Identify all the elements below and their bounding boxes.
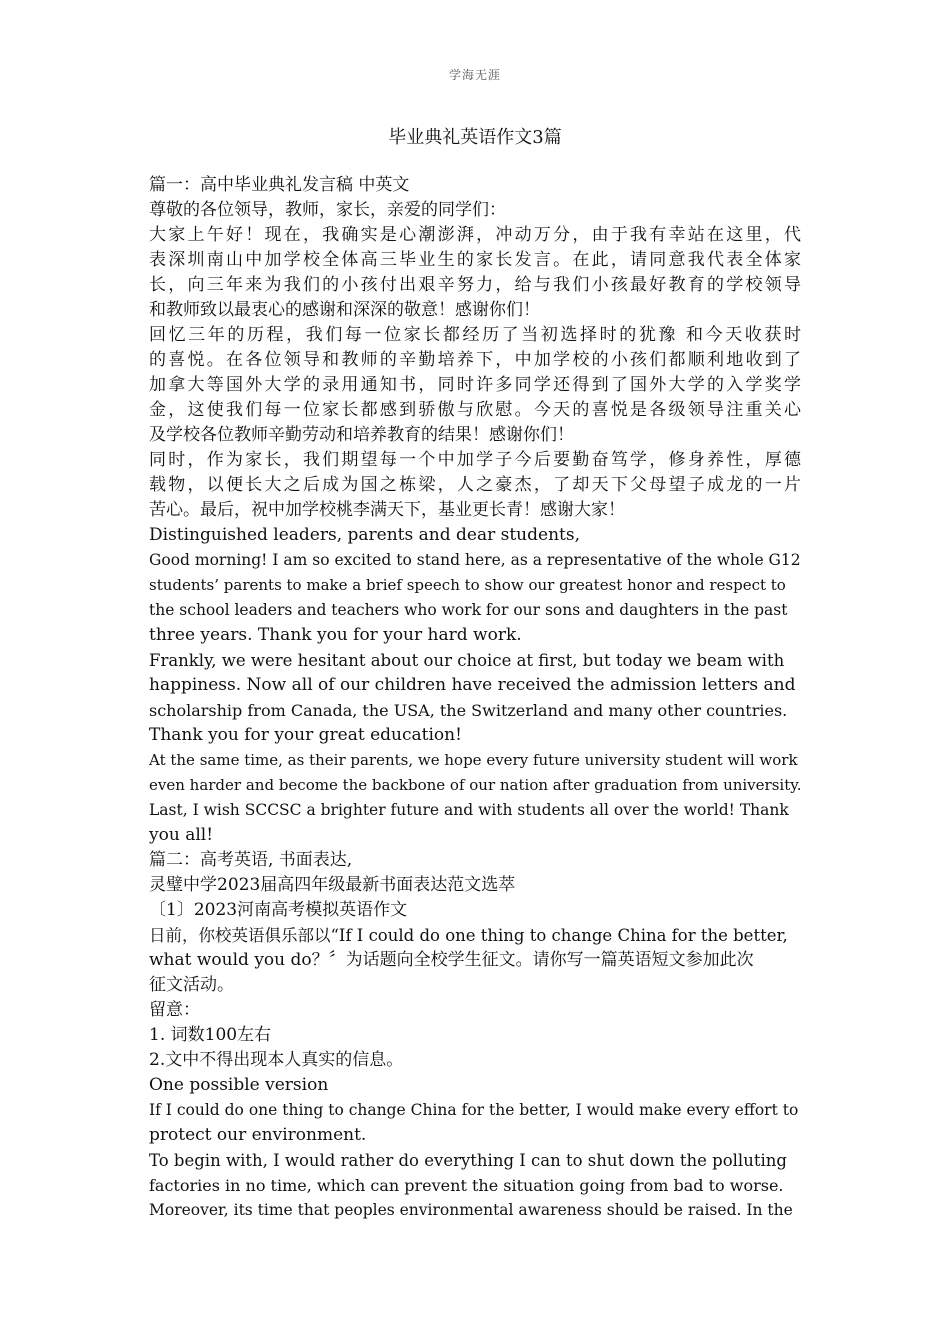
body-line: 尊敬的各位领导，教师，家长，亲爱的同学们：	[149, 200, 506, 220]
body-line: 苦心。最后，祝中加学校桃李满天下，基业更长青！感谢大家！	[149, 500, 625, 520]
body-line: you all!	[149, 825, 214, 845]
body-line: happiness. Now all of our children have received the admission letters and	[149, 675, 796, 695]
body-line: Distinguished leaders, parents and dear students,	[149, 525, 580, 545]
body-line: students’ parents to make a brief speech to show our greatest honor and respect to	[149, 576, 786, 594]
body-line: 灵璧中学2023届高四年级最新书面表达范文选萃	[149, 875, 516, 895]
body-line: Last, I wish SCCSC a brighter future and with students all over the world! Thank	[149, 801, 789, 819]
body-line: 征文活动。	[149, 975, 234, 995]
body-line: 同时，作为家长，我们期望每一个中加学子今后要勤奋笃学，修身养性，厚德	[149, 450, 801, 470]
body-line: 长，向三年来为我们的小孩付出艰辛努力，给与我们小孩最好教育的学校领导	[149, 275, 801, 295]
body-line: 回忆三年的历程，我们每一位家长都经历了当初选择时的犹豫 和今天收获时	[149, 325, 801, 345]
body-line: 金，这使我们每一位家长都感到骄傲与欣慰。今天的喜悦是各级领导注重关心	[149, 400, 801, 420]
body-line: 日前，你校英语俱乐部以“If I could do one thing to change China for the better,	[149, 926, 788, 945]
body-line: 大家上午好！现在，我确实是心潮澎湃，冲动万分，由于我有幸站在这里，代	[149, 225, 801, 245]
body-line: 和教师致以最衷心的感谢和深深的敬意！感谢你们！	[149, 300, 540, 320]
body-line: 加拿大等国外大学的录用通知书，同时许多同学还得到了国外大学的入学奖学	[149, 375, 801, 395]
body-line: Good morning! I am so excited to stand here, as a representative of the whole G12	[149, 551, 801, 569]
body-line: One possible version	[149, 1075, 329, 1095]
body-line: factories in no time, which can prevent the situation going from bad to worse.	[149, 1176, 784, 1195]
body-line: protect our environment.	[149, 1125, 367, 1145]
body-line: even harder and become the backbone of our nation after graduation from university.	[149, 776, 801, 794]
body-line: 的喜悦。在各位领导和教师的辛勤培养下，中加学校的小孩们都顺利地收到了	[149, 350, 801, 370]
body-line: 篇二：高考英语, 书面表达,	[149, 850, 353, 870]
body-line: 表深圳南山中加学校全体高三毕业生的家长发言。在此，请同意我代表全体家	[149, 250, 801, 270]
body-line: Frankly, we were hesitant about our choice at first, but today we beam with	[149, 651, 785, 670]
body-line: 2.文中不得出现本人真实的信息。	[149, 1050, 404, 1070]
body-line: 留意：	[149, 1000, 200, 1020]
document-body	[149, 173, 801, 1223]
body-line: 1. 词数100左右	[149, 1025, 272, 1045]
body-line: the school leaders and teachers who work for our sons and daughters in the past	[149, 601, 788, 619]
body-line: 载物，以便长大之后成为国之栋梁，人之豪杰，了却天下父母望子成龙的一片	[149, 475, 801, 495]
page-header: 学海无涯	[448, 68, 501, 82]
body-line: what would you do？〞为话题向全校学生征文。请你写一篇英语短文参加此次	[149, 950, 754, 970]
body-line: Moreover, its time that peoples environmental awareness should be raised. In the	[149, 1201, 793, 1219]
body-line: 〔1〕2023河南高考模拟英语作文	[149, 900, 408, 920]
body-line: At the same time, as their parents, we hope every future university student will work	[149, 751, 798, 769]
body-line: Thank you for your great education!	[149, 725, 462, 745]
body-line: To begin with, I would rather do everything I can to shut down the polluting	[149, 1151, 787, 1170]
body-line: 及学校各位教师辛勤劳动和培养教育的结果！感谢你们！	[149, 425, 574, 445]
body-line: If I could do one thing to change China for the better, I would make every effort to	[149, 1101, 799, 1119]
body-line: 篇一：高中毕业典礼发言稿 中英文	[149, 175, 410, 195]
body-line: scholarship from Canada, the USA, the Switzerland and many other countries.	[149, 701, 788, 720]
document-title: 毕业典礼英语作文3篇	[388, 127, 562, 148]
body-line: three years. Thank you for your hard work.	[149, 625, 522, 645]
